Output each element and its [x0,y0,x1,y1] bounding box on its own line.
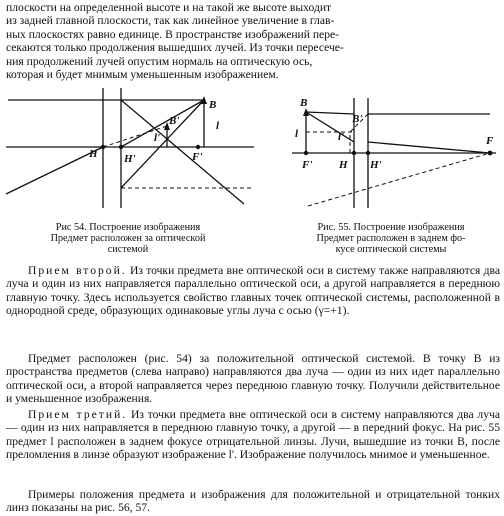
text-line: секаются только продолжения вышедших лучей. Из точки пересече- [6,41,344,55]
ray-middle [306,112,354,142]
caption-line: Рис. 55. Построение изображения [317,222,465,233]
paragraph-object-behind: Предмет расположен (рис. 54) за положительной оптической системой. В точку B из пространства предметов (слева направо) направляются два луча — один из них идет параллельно оптической оси, а второй направляется через переднюю главную точку. Получили действительное и уменьшенное изображения. [6,352,500,406]
label-f: F [486,135,494,147]
label-h: H [89,148,98,160]
label-b: B [300,97,308,109]
ray-through-principal [121,100,204,147]
text-line: ных плоскостях равно единице. В пространстве изображений пере- [6,27,340,41]
point-f-prime [304,151,308,155]
ray-refracted [121,100,244,204]
point-f-prime [196,145,200,149]
method-three-text: Из точки предмета вне оптической оси в систему направляются два луча — один из них направляется в переднюю главную точку, а другой — в передний фокус. На рис. 55 предмет l расположен в заднем фокусе отрицательной линзы. Лучи, вышедшие из точки B, после преломления в линзе образуют изображение l'. Изображение получилось мнимое и уменьшенное. [6,408,500,462]
figure-54 [4,84,258,214]
paragraph-method-three [6,408,500,462]
label-l-prime: l' [154,132,161,144]
text-line: из задней главной плоскости, так как линейное увеличение в глав- [6,14,335,28]
point-h [101,145,105,149]
figure-55-diagram [290,84,500,214]
caption-line: системой [107,244,149,256]
point-f [488,151,493,156]
ray-top [306,112,354,114]
figure-54-diagram [4,84,258,214]
method-two-text: Из точки предмета вне оптической оси в систему также направляются два луча и один из них направляется параллельно оптической оси, а другой направляется в переднюю главную точку. Здесь используется свойство главных точек оптической системы, расположенной в однородной среде, образующих одинаковые углы луча с осью (γ=+1). [6,264,500,318]
label-l-prime: l' [338,131,345,143]
ray-dashed-long [308,153,490,206]
caption-line: Предмет расположен за оптической [50,233,206,245]
text-line: плоскости на определенной высоте и на такой же высоте выходит [6,1,332,14]
caption-line: Рис 54. Построение изображения [55,222,201,233]
method-three-heading: Прием третий. [28,408,128,421]
point-h [352,151,356,155]
label-h-prime: H' [124,153,136,165]
label-b-prime: B' [352,113,363,125]
ray-to-focus [368,142,490,153]
label-f-prime: F' [302,159,313,171]
figure-55 [290,84,500,214]
label-h: H [339,159,348,171]
label-h-prime: H' [370,159,382,171]
method-two-heading: Прием второй. [28,264,127,277]
caption-line: кусе оптической системы [335,244,447,256]
text-line: которая и будет мнимым уменьшенным изображением. [6,68,279,82]
text-line: ния продолжений лучей опустим нормаль на оптическую ось, [6,54,313,68]
label-b: B [209,99,217,111]
paragraph-method-two [6,264,500,318]
point-h-prime [119,145,123,149]
label-f-prime: F' [192,151,203,163]
top-paragraph [6,1,500,81]
figure-55-caption [282,222,500,256]
label-l: l [295,128,299,140]
label-l: l [216,120,220,132]
label-b-prime: B' [169,115,180,127]
ray-lower [121,100,204,188]
figure-54-caption [6,222,250,256]
paragraph-examples: Примеры положения предмета и изображения для положительной и отрицательной тонких линз показаны на рис. 56, 57. [6,488,500,515]
point-h-prime [366,151,370,155]
caption-line: Предмет расположен в заднем фо- [316,233,466,245]
